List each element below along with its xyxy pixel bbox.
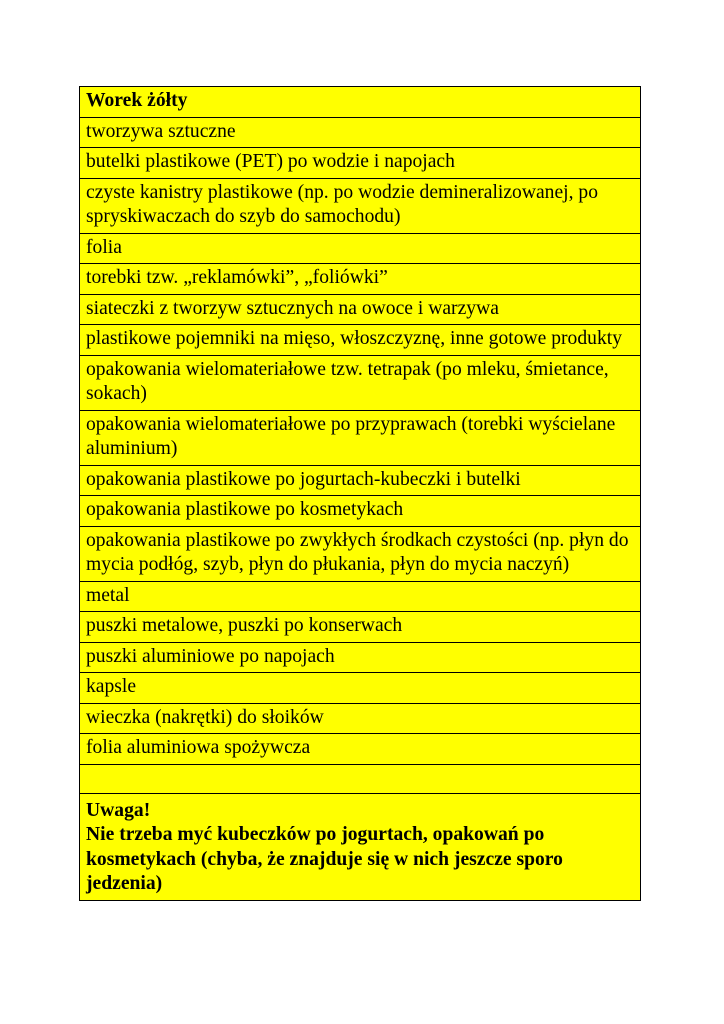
table-row: folia aluminiowa spożywcza xyxy=(80,733,640,764)
table-row: siateczki z tworzyw sztucznych na owoce i warzywa xyxy=(80,294,640,325)
table-row: opakowania plastikowe po kosmetykach xyxy=(80,495,640,526)
table-row: metal xyxy=(80,581,640,612)
table-row: plastikowe pojemniki na mięso, włoszczyznę, inne gotowe produkty xyxy=(80,324,640,355)
table-row: puszki aluminiowe po napojach xyxy=(80,642,640,673)
table-heading: Worek żółty xyxy=(86,90,188,111)
table-row: folia xyxy=(80,233,640,264)
yellow-bag-table xyxy=(79,86,641,901)
note-text: Nie trzeba myć kubeczków po jogurtach, opakowań po kosmetykach (chyba, że znajduje się w nich jeszcze sporo jedzenia) xyxy=(86,824,563,894)
table-row: tworzywa sztuczne xyxy=(80,117,640,148)
table-row: opakowania wielomateriałowe tzw. tetrapak (po mleku, śmietance, sokach) xyxy=(80,355,640,410)
table-row: czyste kanistry plastikowe (np. po wodzie demineralizowanej, po spryskiwaczach do szyb do samochodu) xyxy=(80,178,640,233)
table-row: opakowania wielomateriałowe po przyprawach (torebki wyścielane aluminium) xyxy=(80,410,640,465)
empty-row xyxy=(80,764,640,793)
table-row: torebki tzw. „reklamówki”, „foliówki” xyxy=(80,263,640,294)
table-row: opakowania plastikowe po jogurtach-kubeczki i butelki xyxy=(80,465,640,496)
table-row: puszki metalowe, puszki po konserwach xyxy=(80,611,640,642)
table-row: butelki plastikowe (PET) po wodzie i napojach xyxy=(80,147,640,178)
note-box xyxy=(80,793,640,900)
table-row: wieczka (nakrętki) do słoików xyxy=(80,703,640,734)
note-title: Uwaga! xyxy=(86,799,151,821)
table-row: opakowania plastikowe po zwykłych środkach czystości (np. płyn do mycia podłóg, szyb, płyn do płukania, płyn do mycia naczyń) xyxy=(80,526,640,581)
table-row: kapsle xyxy=(80,672,640,703)
